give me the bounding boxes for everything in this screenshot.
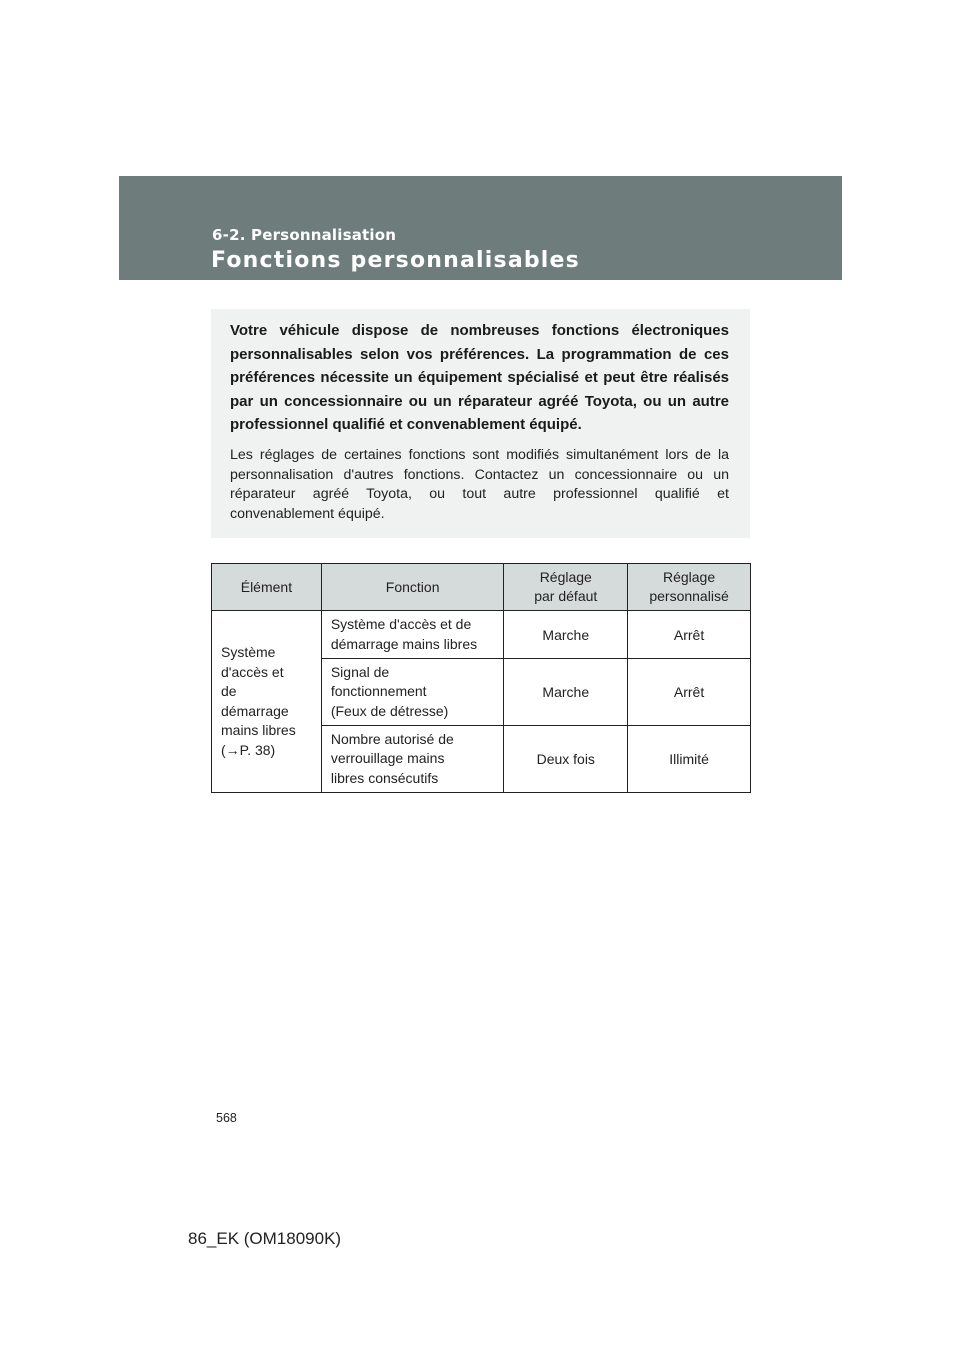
default-value: Deux fois bbox=[504, 726, 628, 793]
function-line: (Feux de détresse) bbox=[330, 702, 449, 719]
settings-table bbox=[211, 563, 751, 793]
header-default-label: Réglage par défaut bbox=[534, 569, 598, 604]
function-line: Signal de bbox=[330, 663, 390, 680]
item-line: de bbox=[221, 683, 237, 699]
function-line: démarrage mains libres bbox=[330, 635, 478, 652]
header-element: Élément bbox=[212, 564, 322, 611]
header-function: Fonction bbox=[321, 564, 504, 611]
header-custom-label: Réglage personnalisé bbox=[649, 569, 729, 604]
intro-paragraph: Les réglages de certaines fonctions sont modifiés simultanément lors de la personnalisation d'autres fonctions. Contactez un concessionnaire ou un réparateur agréé Toyota, ou tout autre professionnel qualifié et convenablement équipé. bbox=[230, 446, 729, 522]
page-number: 568 bbox=[216, 1111, 237, 1125]
item-cell bbox=[212, 611, 322, 793]
item-line: Système bbox=[221, 644, 276, 660]
document-code: 86_EK (OM18090K) bbox=[188, 1229, 342, 1248]
item-line: démarrage bbox=[221, 702, 289, 719]
function-cell bbox=[321, 611, 504, 659]
page-title: Fonctions personnalisables bbox=[211, 248, 580, 273]
function-line: Système d'accès et de bbox=[330, 616, 472, 632]
function-cell bbox=[321, 659, 504, 726]
table-header-row bbox=[212, 564, 751, 611]
table-row bbox=[212, 611, 751, 659]
default-value: Marche bbox=[504, 611, 628, 659]
custom-value: Arrêt bbox=[628, 611, 751, 659]
item-line: mains libres bbox=[221, 722, 296, 738]
intro-box bbox=[211, 309, 750, 538]
function-line: fonctionnement bbox=[330, 683, 427, 700]
function-line: verrouillage mains bbox=[330, 750, 445, 767]
section-label: 6-2. Personnalisation bbox=[212, 226, 397, 244]
custom-value: Illimité bbox=[628, 726, 751, 793]
header-custom bbox=[628, 564, 751, 611]
header-default bbox=[504, 564, 628, 611]
intro-bold-paragraph: Votre véhicule dispose de nombreuses fonctions électroniques personnalisables selon vos préférences. La programmation de ces préférences nécessite un équipement spécialisé et peut être réalisés par un concessionnaire ou un réparateur agréé Toyota, ou un autre professionnel qualifié et convenablement équipé. bbox=[230, 322, 729, 434]
function-line: Nombre autorisé de bbox=[330, 730, 454, 747]
function-line: libres consécutifs bbox=[330, 769, 439, 786]
custom-value: Arrêt bbox=[628, 659, 751, 726]
function-cell bbox=[321, 726, 504, 793]
item-line: d'accès et bbox=[221, 663, 284, 680]
default-value: Marche bbox=[504, 659, 628, 726]
item-page-reference: (→P. 38) bbox=[221, 741, 276, 758]
